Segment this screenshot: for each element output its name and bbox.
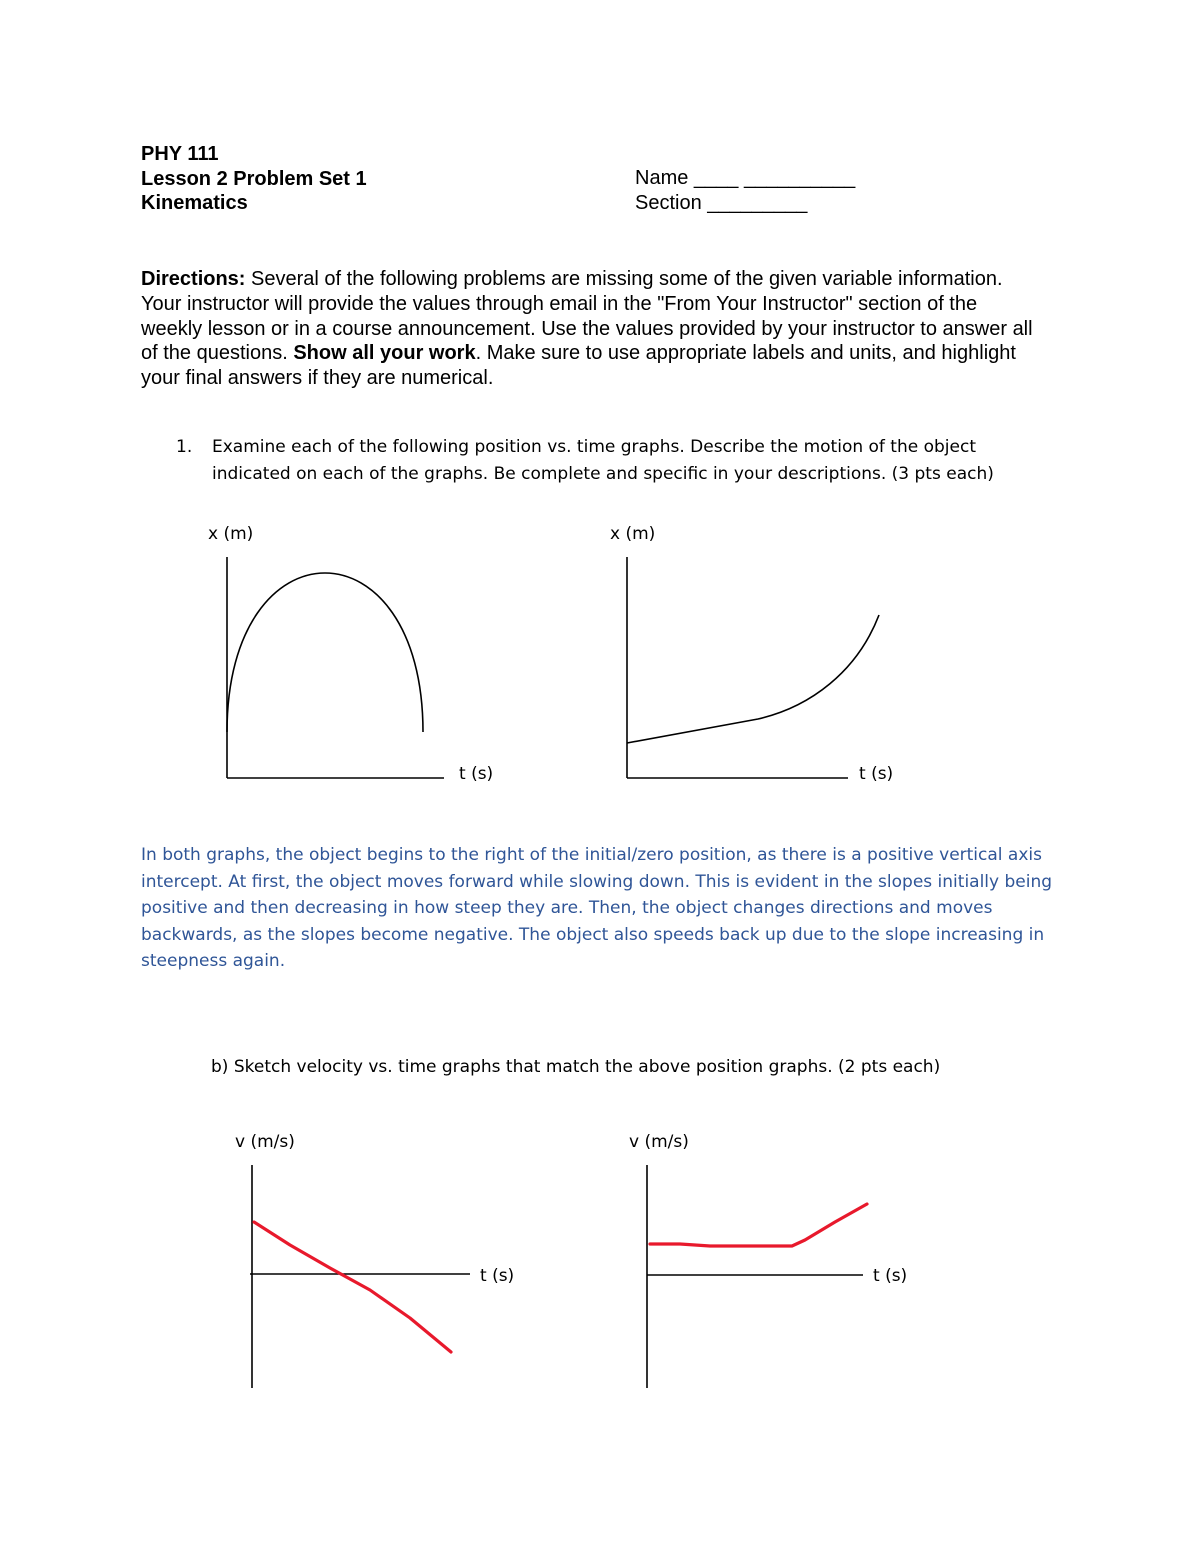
question-1-number: 1.: [176, 437, 193, 457]
graph-3-x-label: t (s): [480, 1266, 515, 1286]
velocity-graph-2: [647, 1165, 867, 1388]
directions-label: Directions:: [141, 268, 246, 290]
graph-4-velocity-sketch: [650, 1204, 867, 1246]
graph-3-velocity-sketch: [254, 1222, 451, 1352]
lesson-title: Lesson 2 Problem Set 1: [141, 167, 367, 190]
graph-2-curve: [627, 615, 879, 743]
directions-text-after: . Make sure to use appropriate labels and units, and highlight your final answers if they are numerical.: [141, 342, 1016, 390]
question-b: b) Sketch velocity vs. time graphs that match the above position graphs. (2 pts each): [211, 1057, 941, 1077]
directions-emphasis: Show all your work: [293, 342, 476, 365]
graph-3-y-label: v (m/s): [235, 1132, 295, 1152]
velocity-graph-1: [250, 1165, 470, 1388]
graph-2-x-label: t (s): [859, 764, 894, 784]
graph-4-y-label: v (m/s): [629, 1132, 689, 1152]
directions-text-before: Several of the following problems are missing some of the given variable information. Your instructor will provide the values through email in the "From Your Instructor" section of the weekly lesson or in a course announcement. Use the values provided by your instructor to answer all of the questions.: [141, 268, 1033, 365]
section-field: Section _________: [635, 191, 808, 214]
graph-1-curve: [227, 573, 423, 732]
name-field: Name ____ __________: [635, 167, 856, 189]
topic-title: Kinematics: [141, 192, 248, 214]
graph-2-y-label: x (m): [610, 524, 656, 544]
answer-text: In both graphs, the object begins to the right of the initial/zero position, as there is a positive vertical axis intercept. At first, the object moves forward while slowing down. This is evident in the slopes initially being positive and then decreasing in how steep they are. Then, the object changes directions and moves backwards, as the slopes become negative. The object also speeds back up due to the slope increasing in steepness again.: [141, 845, 1053, 972]
position-graph-1: [227, 557, 444, 778]
graph-1-y-label: x (m): [208, 524, 254, 544]
graph-1-x-label: t (s): [459, 764, 494, 784]
question-1-text: Examine each of the following position vs. time graphs. Describe the motion of the object indicated on each of the graphs. Be complete and specific in your descriptions. (3 pts each): [212, 437, 994, 484]
position-graph-2: [627, 557, 879, 778]
graph-4-x-label: t (s): [873, 1266, 908, 1286]
course-code: PHY 111: [141, 143, 219, 165]
